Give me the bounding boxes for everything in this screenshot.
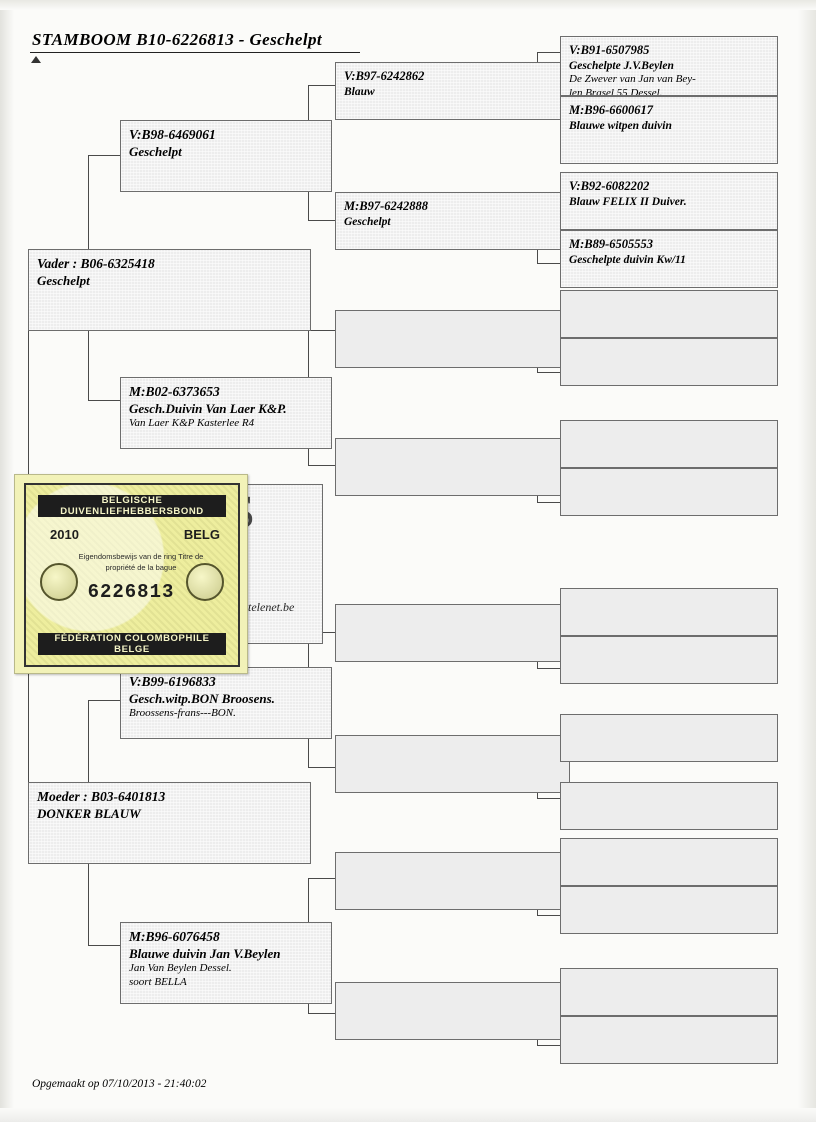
title-underline [30,52,360,53]
connector [308,1013,335,1014]
pedigree-id: V:B99-6196833 [129,674,216,689]
pedigree-box-g4-16[interactable] [560,1016,778,1064]
pedigree-desc: Blauw FELIX II Duiver. [569,195,687,208]
connector [88,155,120,156]
pedigree-note: Van Laer K&P Kasterlee R4 [129,417,255,430]
pedigree-box-vmv[interactable] [335,310,570,368]
pedigree-id: M:B02-6373653 [129,384,220,399]
pedigree-box-g4-5[interactable] [560,290,778,338]
pedigree-id: V:B92-6082202 [569,179,650,193]
pedigree-id: Vader : B06-6325418 [37,256,155,271]
page-edge-top [0,0,816,10]
pedigree-id: V:B98-6469061 [129,127,216,142]
pedigree-note: Broossens-frans---BON. [129,707,236,720]
pedigree-desc: Geschelpt [344,215,391,228]
pedigree-box-g4-11[interactable] [560,714,778,762]
connector [308,767,335,768]
pedigree-desc: Geschelpte duivin Kw/11 [569,253,686,266]
pedigree-box-mmm[interactable] [335,982,570,1040]
pedigree-box-mvv[interactable] [335,604,570,662]
pedigree-box-mv[interactable] [120,667,332,739]
pedigree-desc: Blauwe duivin Jan V.Beylen [129,945,281,961]
pedigree-desc: Blauwe witpen duivin [569,119,672,132]
pedigree-id: M:B97-6242888 [344,199,429,213]
connector [88,700,120,701]
pedigree-note: Jan Van Beylen Dessel. [129,962,232,975]
connector [537,52,560,53]
corner-marker-icon [31,56,41,63]
connector [308,85,335,86]
email-text: telenet.be [248,600,295,614]
pedigree-box-g4-14[interactable] [560,886,778,934]
pedigree-box-vmm[interactable] [335,438,570,496]
pedigree-box-g4-9[interactable] [560,588,778,636]
page-edge-right [798,0,816,1122]
pedigree-id: M:B89-6505553 [569,237,654,251]
pedigree-box-mvm[interactable] [335,735,570,793]
pedigree-box-vv[interactable] [120,120,332,192]
pedigree-desc: DONKER BLAUW [37,805,141,821]
sticker-ring-number: 6226813 [87,581,175,603]
connector [88,400,120,401]
pedigree-box-g4-2[interactable] [560,96,778,164]
pedigree-box-g4-15[interactable] [560,968,778,1016]
pedigree-desc: Geschelpt [129,143,182,159]
pedigree-box-g4-7[interactable] [560,420,778,468]
pedigree-desc: Blauw [344,85,375,98]
connector [537,372,560,373]
sticker-country: BELG [183,527,220,542]
pedigree-box-g4-3[interactable] [560,172,778,230]
pedigree-note-2: soort BELLA [129,975,187,988]
connector [308,878,335,879]
pedigree-note: De Zwever van Jan van Bey- [569,73,696,85]
connector [537,1045,560,1046]
pedigree-desc: Geschelpt [37,272,90,288]
connector [537,502,560,503]
pedigree-box-vvv[interactable] [335,62,570,120]
sticker-year: 2010 [50,527,79,542]
pedigree-box-vader[interactable] [28,249,311,331]
pedigree-box-mmv[interactable] [335,852,570,910]
footer-generated-on: Opgemaakt op 07/10/2013 - 21:40:02 [32,1078,207,1090]
pedigree-box-g4-4[interactable] [560,230,778,288]
pedigree-box-g4-10[interactable] [560,636,778,684]
pedigree-id: V:B91-6507985 [569,43,650,57]
pedigree-box-vvm[interactable] [335,192,570,250]
pedigree-box-moeder[interactable] [28,782,311,864]
connector [537,915,560,916]
pedigree-id: M:B96-6600617 [569,103,654,117]
sticker-inner-frame [24,483,240,667]
connector [537,798,560,799]
sticker-subtitle: Eigendomsbewijs van de ring Titre de propriété de la bague [78,552,204,573]
pedigree-desc: Geschelpte J.V.Beylen [569,59,674,72]
connector [537,668,560,669]
page-title: STAMBOOM B10-6226813 - Geschelpt [32,30,323,49]
connector [88,945,120,946]
connector [308,220,335,221]
pedigree-note-2: len Brasel 55 Dessel. [569,86,663,96]
ring-certificate-sticker [14,474,248,674]
pedigree-desc: Gesch.Duivin Van Laer K&P. [129,400,287,416]
connector [308,465,335,466]
pedigree-id: M:B96-6076458 [129,929,220,944]
page-edge-left [0,0,14,1122]
pedigree-box-g4-1[interactable] [560,36,778,96]
sticker-year-row [50,527,220,542]
pedigree-box-g4-8[interactable] [560,468,778,516]
pedigree-box-vm[interactable] [120,377,332,449]
pedigree-box-g4-13[interactable] [560,838,778,886]
pedigree-desc: Gesch.witp.BON Broosens. [129,690,275,706]
connector [308,330,335,331]
sticker-top-band: BELGISCHE DUIVENLIEFHEBBERSBOND [38,495,226,517]
pedigree-id: Moeder : B03-6401813 [37,789,166,804]
pedigree-box-g4-12[interactable] [560,782,778,830]
pedigree-box-mm[interactable] [120,922,332,1004]
connector [537,263,560,264]
sticker-bottom-band: FÉDÉRATION COLOMBOPHILE BELGE [38,633,226,655]
page-edge-bottom [0,1108,816,1122]
pedigree-id: V:B97-6242862 [344,69,425,83]
pedigree-box-g4-6[interactable] [560,338,778,386]
